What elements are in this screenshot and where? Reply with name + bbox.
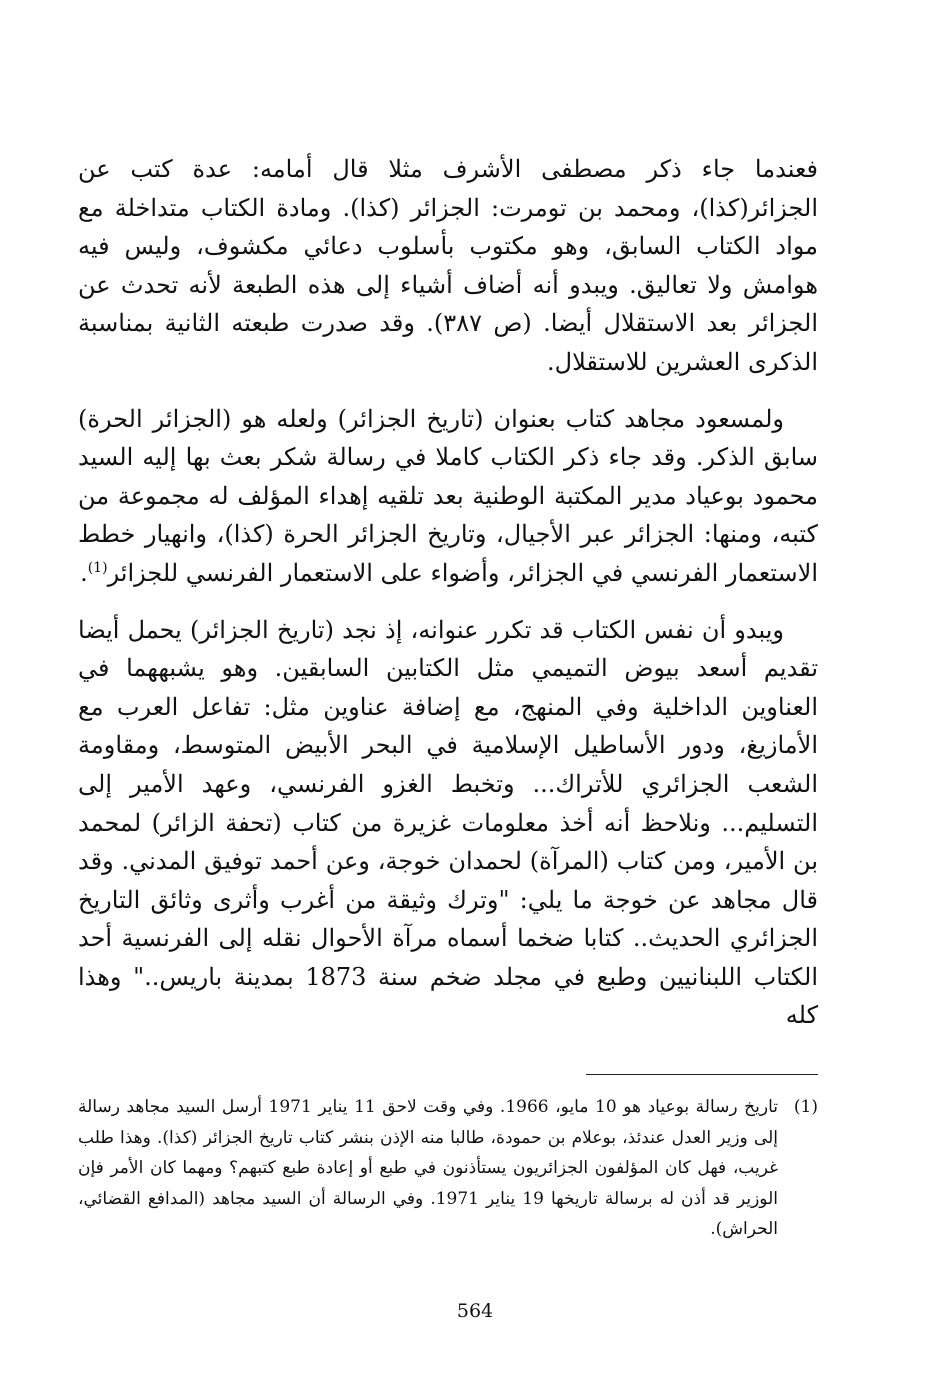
paragraph-3-text: ويبدو أن نفس الكتاب قد تكرر عنوانه، إذ نجد (تاريخ الجزائر) يحمل أيضا تقديم أسعد بيوض التميمي مثل الكتابين السابقين. وهو يشبههما في العناوين الداخلية وفي المنهج، مع إضافة عناوين مثل: تفاعل العرب مع الأمازيغ، ودور الأساطيل الإسلامية في البحر الأبيض المتوسط، ومقاومة الشعب الجزائري للأتراك... وتخبط الغزو الفرنسي، وعهد الأمير إلى التسليم... ونلاحظ أنه أخذ معلومات غزيرة من كتاب (تحفة الزائر) لمحمد بن الأمير، ومن كتاب (المرآة) لحمدان خوجة، وعن أحمد توفيق المدني. وقد قال مجاهد عن خوجة ما يلي: "وترك وثيقة من أغرب وأثرى وثائق التاريخ الجزائري الحديث.. كتابا ضخما أسماه مرآة الأحوال نقله إلى الفرنسية أحد الكتاب اللبنانيين وطبع في مجلد ضخم سنة 1873 بمدينة باريس.." وهذا كله	[78, 615, 819, 1030]
paragraph-2-end: .	[80, 558, 88, 587]
footnote-reference[interactable]: (1)	[87, 559, 108, 576]
paragraph-1	[78, 150, 818, 382]
footnote	[78, 1092, 818, 1245]
paragraph-3	[78, 611, 818, 1036]
paragraph-1-text: فعندما جاء ذكر مصطفى الأشرف مثلا قال أمامه: عدة كتب عن الجزائر(كذا)، ومحمد بن تومرت: الجزائر (كذا). ومادة الكتاب متداخلة مع مواد الكتاب السابق، وهو مكتوب بأسلوب دعائي مكشوف، وليس فيه هوامش ولا تعاليق. ويبدو أنه أضاف أشياء إلى هذه الطبعة لأنه تحدث عن الجزائر بعد الاستقلال أيضا. (ص ٣٨٧). وقد صدرت طبعته الثانية بمناسبة الذكرى العشرين للاستقلال.	[78, 155, 819, 376]
footnote-text: تاريخ رسالة بوعياد هو 10 مايو، 1966. وفي وقت لاحق 11 يناير 1971 أرسل السيد مجاهد رسالة إلى وزير العدل عندئذ، بوعلام بن حمودة، طالبا منه الإذن بنشر كتاب تاريخ الجزائر (كذا). وهذا طلب غريب، فهل كان المؤلفون الجزائريون يستأذنون في طبع أو إعادة طبع كتبهم؟ ومهما كان الأمر فإن الوزير قد أذن له برسالة تاريخها 19 يناير 1971. وفي الرسالة أن السيد مجاهد (المدافع القضائي، الحراش).	[78, 1097, 779, 1240]
footnote-separator	[586, 1074, 818, 1075]
page-number: 564	[456, 1300, 494, 1322]
paragraph-2-text: ولمسعود مجاهد كتاب بعنوان (تاريخ الجزائر) ولعله هو (الجزائر الحرة) سابق الذكر. وقد جاء ذكر الكتاب كاملا في رسالة شكر بعث بها إليه السيد محمود بوعياد مدير المكتبة الوطنية بعد تلقيه إهداء المؤلف له مجموعة من كتبه، ومنها: الجزائر عبر الأجيال، وتاريخ الجزائر الحرة (كذا)، وانهيار خطط الاستعمار الفرنسي في الجزائر، وأضواء على الاستعمار الفرنسي للجزائر	[78, 404, 818, 587]
footnote-number: (1)	[793, 1097, 818, 1117]
main-text	[78, 150, 818, 1035]
paragraph-2	[78, 400, 818, 593]
